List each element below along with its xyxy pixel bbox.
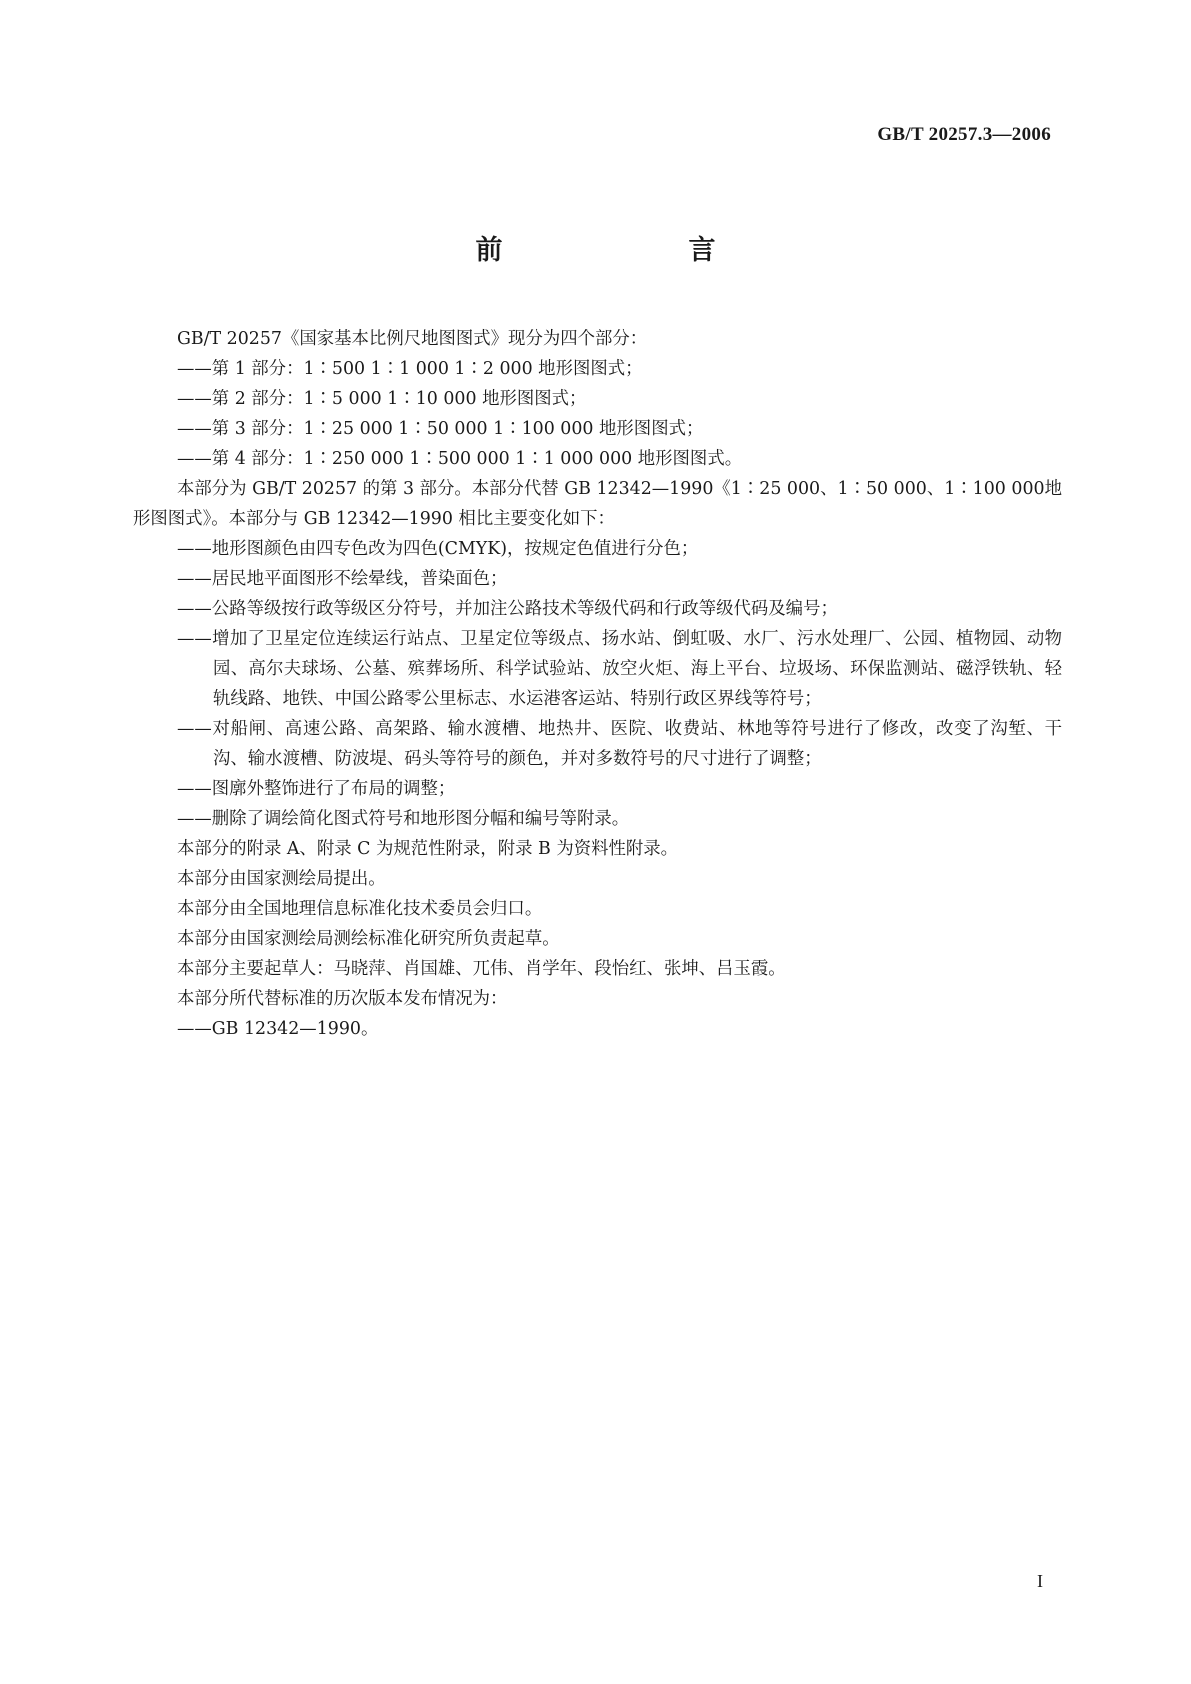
list-item: ——图廓外整饰进行了布局的调整； (177, 779, 456, 799)
intro-paragraph: GB/T 20257《国家基本比例尺地图图式》现分为四个部分： (177, 329, 648, 349)
list-item: ——地形图颜色由四专色改为四色(CMYK)，按规定色值进行分色； (177, 539, 699, 559)
list-item: ——增加了卫星定位连续运行站点、卫星定位等级点、扬水站、倒虹吸、水厂、污水处理厂、公园、植物园、动物园、高尔夫球场、公墓、殡葬场所、科学试验站、放空火炬、海上平台、垃圾场、环保监测站、磁浮铁轨、轻轨线路、地铁、中国公路零公里标志、水运港客运站、特别行政区界线等符号； (177, 629, 1062, 709)
annex-paragraph: 本部分的附录 A、附录 C 为规范性附录，附录 B 为资料性附录。 (177, 839, 679, 859)
list-item: ——第 4 部分：1∶250 000 1∶500 000 1∶1 000 000 地形图图式。 (177, 449, 743, 469)
list-item: ——公路等级按行政等级区分符号，并加注公路技术等级代码和行政等级代码及编号； (177, 599, 838, 619)
list-item: ——第 1 部分：1∶500 1∶1 000 1∶2 000 地形图图式； (177, 359, 643, 379)
drafting-unit-paragraph: 本部分由国家测绘局测绘标准化研究所负责起草。 (177, 929, 560, 949)
list-item: ——删除了调绘简化图式符号和地形图分幅和编号等附录。 (177, 809, 630, 829)
page-number: I (1037, 1571, 1043, 1591)
list-item: ——居民地平面图形不绘晕线，普染面色； (177, 569, 508, 589)
list-item: ——GB 12342—1990。 (177, 1019, 379, 1039)
history-paragraph: 本部分所代替标准的历次版本发布情况为： (177, 989, 508, 1009)
document-number: GB/T 20257.3—2006 (877, 124, 1051, 145)
proposer-paragraph: 本部分由国家测绘局提出。 (177, 869, 386, 889)
list-item: ——对船闸、高速公路、高架路、输水渡槽、地热井、医院、收费站、林地等符号进行了修改，改变了沟堑、干沟、输水渡槽、防波堤、码头等符号的颜色，并对多数符号的尺寸进行了调整； (177, 719, 1062, 769)
list-item: ——第 2 部分：1∶5 000 1∶10 000 地形图图式； (177, 389, 587, 409)
page-title: 前 言 (475, 235, 760, 266)
drafters-paragraph: 本部分主要起草人：马晓萍、肖国雄、兀伟、肖学年、段怡红、张坤、吕玉霞。 (177, 959, 786, 979)
foreword-body (133, 324, 1062, 1044)
replacement-paragraph: 本部分为 GB/T 20257 的第 3 部分。本部分代替 GB 12342—1990《1∶25 000、1∶50 000、1∶100 000地形图图式》。本部分与 GB 12342—1990 相比主要变化如下： (133, 479, 1062, 529)
list-item: ——第 3 部分：1∶25 000 1∶50 000 1∶100 000 地形图图式； (177, 419, 704, 439)
committee-paragraph: 本部分由全国地理信息标准化技术委员会归口。 (177, 899, 543, 919)
